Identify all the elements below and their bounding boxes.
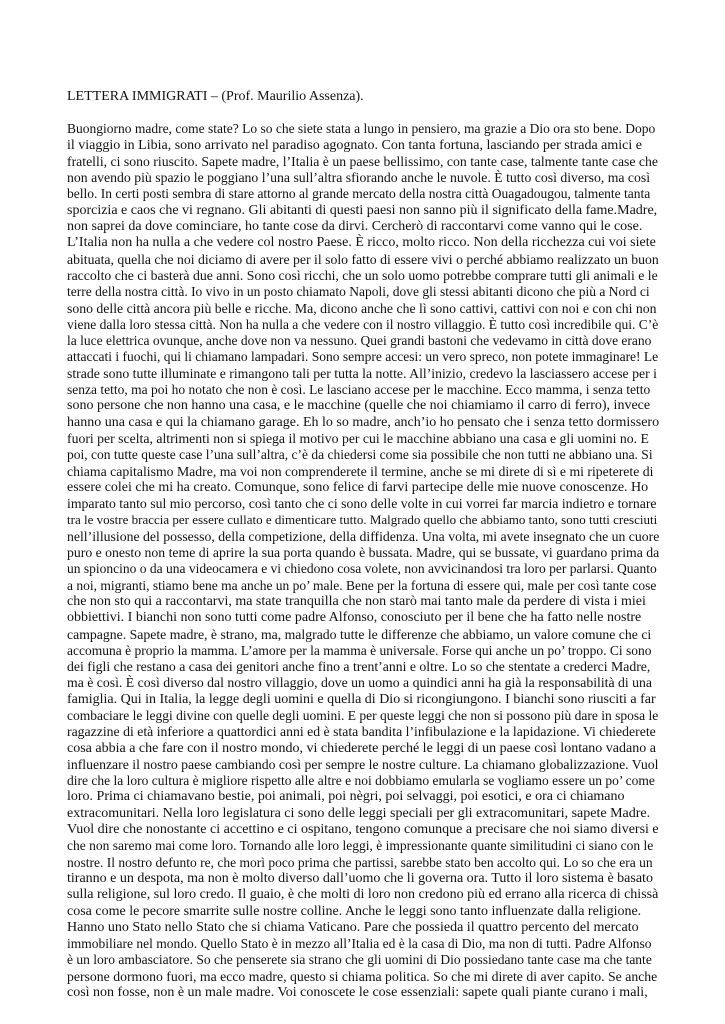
- body-line: influenzare il nostro paese cambiando così per sempre le nostre culture. La chiamano globalizzazione. Vuol: [67, 756, 659, 772]
- body-line: puro e onesto non teme di aprire la sua porta quando è bussata. Madre, qui se bussate, vi guardano prima da: [67, 545, 660, 561]
- body-line: non avendo più spazio le poggiano l’una sull’altra sfiorando anche le nuvole. È tutto così diverso, ma così: [67, 170, 651, 186]
- body-line: immobiliare nel mondo. Quello Stato è in mezzo all’Italia ed è la casa di Dio, ma non di tutti. Padre Alfonso: [67, 936, 652, 952]
- body-line: attaccati i fuochi, qui li chiamano lampadari. Sono sempre accesi: un vero spreco, non potete immaginare! Le: [67, 349, 659, 365]
- body-line: cosa come le pecore smarrite sulle nostre colline. Anche le leggi sono tanto influenzate dalla religione.: [67, 903, 642, 919]
- body-line: un spioncino o da una videocamera e vi chiedono cosa volete, non avvicinandosi tra loro per parlarsi. Quanto: [67, 561, 657, 577]
- body-line: persone dormono fuori, ma ecco madre, questo si chiama politica. So che mi direte di aver capito. Se anche: [67, 968, 658, 984]
- body-line: combaciare le leggi divine con quelle degli uomini. E per queste leggi che non si possono più dare in sposa le: [67, 707, 659, 723]
- body-line: raccolto che ci basterà due anni. Sono così ricchi, che un solo uomo potrebbe comprare tutti gli animali e le: [67, 267, 658, 283]
- body-line: dei figli che restano a casa dei genitori anche fino a trent’anni e oltre. Lo so che stentate a crederci Madre,: [67, 659, 651, 675]
- body-line: imparato tanto sul mio percorso, così tanto che ci sono delle volte in cui vorrei far marcia indietro e tornare: [67, 496, 657, 512]
- body-line: extracomunitari. Nella loro legislatura ci sono delle leggi speciali per gli extracomunitari, sapete Madre.: [67, 805, 651, 821]
- body-line: hanno una casa e qui la chiamano garage. Eh lo so madre, anch’io ho pensato che i senza tetto dormissero: [67, 414, 660, 430]
- letter-page: [67, 89, 659, 1001]
- letter-title: LETTERA IMMIGRATI – (Prof. Maurilio Assenza).: [67, 89, 364, 104]
- body-line: poi, con tutte queste case l’una sull’altra, c’è da chiedersi come sia possibile che non tutti ne abbiano una. Si: [67, 447, 653, 463]
- body-line: fratelli, ci sono riuscito. Sapete madre, l’Italia è un paese bellissimo, con tante case, talmente tante case che: [67, 153, 659, 169]
- body-line: che non sto qui a raccontarvi, ma state tranquilla che non starò mai tanto male da perdere di vista i miei: [67, 593, 646, 609]
- body-line: Hanno uno Stato nello Stato che si chiama Vaticano. Pare che possieda il quattro percento del mercato: [67, 919, 639, 935]
- body-line: famiglia. Qui in Italia, la legge degli uomini e quella di Dio si ricongiungono. I bianchi sono riusciti a far: [67, 691, 656, 707]
- body-line: chiama capitalismo Madre, ma voi non comprenderete il termine, anche se mi direte di sì e mi ripeterete di: [67, 463, 654, 479]
- body-line: non saprei da dove cominciare, ho tante cose da dirvi. Cercherò di raccontarvi come vanno qui le cose.: [67, 219, 643, 235]
- body-line: a noi, migranti, stiamo bene ma anche un po’ male. Bene per la fortuna di essere qui, male per così tante cose: [67, 577, 657, 593]
- title-spacer: [67, 105, 659, 121]
- body-line: che non saremo mai come loro. Tornando alle loro leggi, è impressionante quante similitudini ci siano con le: [67, 838, 654, 854]
- body-line: Buongiorno madre, come state? Lo so che siete stata a lungo in pensiero, ma grazie a Dio ora sto bene. Dopo: [67, 121, 656, 137]
- body-line: senza tetto, ma poi ho notato che non è così. Le lasciano accese per le macchine. Ecco mamma, i senza tetto: [67, 382, 651, 398]
- body-line: sono persone che non hanno una casa, e le macchine (quelle che noi chiamiamo il carro di ferro), invece: [67, 398, 651, 414]
- letter-body: [67, 121, 659, 1001]
- body-line: campagne. Sapete madre, è strano, ma, malgrado tutte le differenze che abbiamo, un valore comune che ci: [67, 626, 652, 642]
- body-line: il viaggio in Libia, sono arrivato nel paradiso agognato. Con tanta fortuna, lasciando per strada amici e: [67, 137, 642, 153]
- body-line: ma è così. È così diverso dal nostro villaggio, dove un uomo a quindici anni ha già la responsabilità di una: [67, 675, 653, 691]
- body-line: fuori per scelta, altrimenti non si spiega il motivo per cui le macchine abbiano una casa e gli uomini no. E: [67, 430, 649, 446]
- body-line: così non fosse, non è un male madre. Voi conoscete le cose essenziali: sapete quali piante curano i mali,: [67, 985, 648, 1001]
- body-line: nell’illusione del possesso, della competizione, della diffidenza. Una volta, mi avete insegnato che un cuore: [67, 528, 660, 544]
- body-line: abituata, quella che noi diciamo di avere per il solo fatto di essere vivi o perché abbiamo realizzato un buon: [67, 251, 659, 267]
- body-line: obbiettivi. I bianchi non sono tutti come padre Alfonso, conosciuto per il bene che ha fatto nelle nostre: [67, 610, 642, 626]
- body-line: loro. Prima ci chiamavano bestie, poi animali, poi nègri, poi selvaggi, poi esotici, e ora ci chiamano: [67, 789, 625, 805]
- body-line: sulla religione, sul loro credo. Il guaio, è che molti di loro non credono più ed errano alla ricerca di chissà: [67, 887, 659, 903]
- body-line: sporcizia e caos che vi regnano. Gli abitanti di questi paesi non sanno più il significato della fame.Madre,: [67, 202, 658, 218]
- body-line: nostre. Il nostro defunto re, che morì poco prima che partissi, sarebbe stato ben accolto qui. Lo so che era un: [67, 854, 653, 870]
- body-line: ragazzine di età inferiore a quattordici anni ed è stata bandita l’infibulazione e la lapidazione. Vi chiederete: [67, 724, 656, 740]
- body-line: Vuol dire che nonostante ci accettino e ci ospitano, tengono comunque a precisare che noi siamo diversi e: [67, 822, 659, 838]
- body-line: tra le vostre braccia per essere cullato e dimenticare tutto. Malgrado quello che abbiamo tanto, sono tutti cresciuti: [67, 512, 658, 528]
- body-line: tiranno e un despota, ma non è molto diverso dall’uomo che li governa ora. Tutto il loro sistema è basato: [67, 870, 653, 886]
- body-line: terre della nostra città. Io vivo in un posto chiamato Napoli, dove gli stessi abitanti dicono che più a Nord ci: [67, 284, 650, 300]
- body-line: cosa abbia a che fare con il nostro mondo, vi chiederete perché le leggi di un paese così lontano vadano a: [67, 740, 656, 756]
- body-line: sono delle città ancora più belle e ricche. Ma, dicono anche che lì sono cattivi, cattivi con noi e con chi non: [67, 300, 657, 316]
- body-line: essere colei che mi ha creato. Comunque, sono felice di farvi partecipe delle mie nuove conoscenze. Ho: [67, 479, 649, 495]
- body-line: è un loro ambasciatore. So che penserete sia strano che gli uomini di Dio possiedano tante case ma che tante: [67, 952, 652, 968]
- body-line: viene dalla loro stessa città. Non ha nulla a che vedere con il nostro villaggio. È tutto così incredibile qui. C’è: [67, 316, 659, 332]
- body-line: la luce elettrica ovunque, anche dove non va nessuno. Quei grandi bastoni che vedevamo in città dove erano: [67, 333, 652, 349]
- body-line: dire che la loro cultura è migliore rispetto alle altre e noi dobbiamo emularla se vogliamo essere un po’ come: [67, 773, 655, 789]
- body-line: strade sono tutte illuminate e rimangono tali per tutta la notte. All’inizio, credevo la lasciassero accese per i: [67, 365, 657, 381]
- body-line: accomuna è proprio la mamma. L’amore per la mamma è universale. Forse qui anche un po’ troppo. Ci sono: [67, 642, 652, 658]
- body-line: bello. In certi posti sembra di stare attorno al grande mercato della nostra città Ouagadougou, talmente tanta: [67, 186, 651, 202]
- body-line: L’Italia non ha nulla a che vedere col nostro Paese. È ricco, molto ricco. Non della ricchezza cui voi siete: [67, 235, 656, 251]
